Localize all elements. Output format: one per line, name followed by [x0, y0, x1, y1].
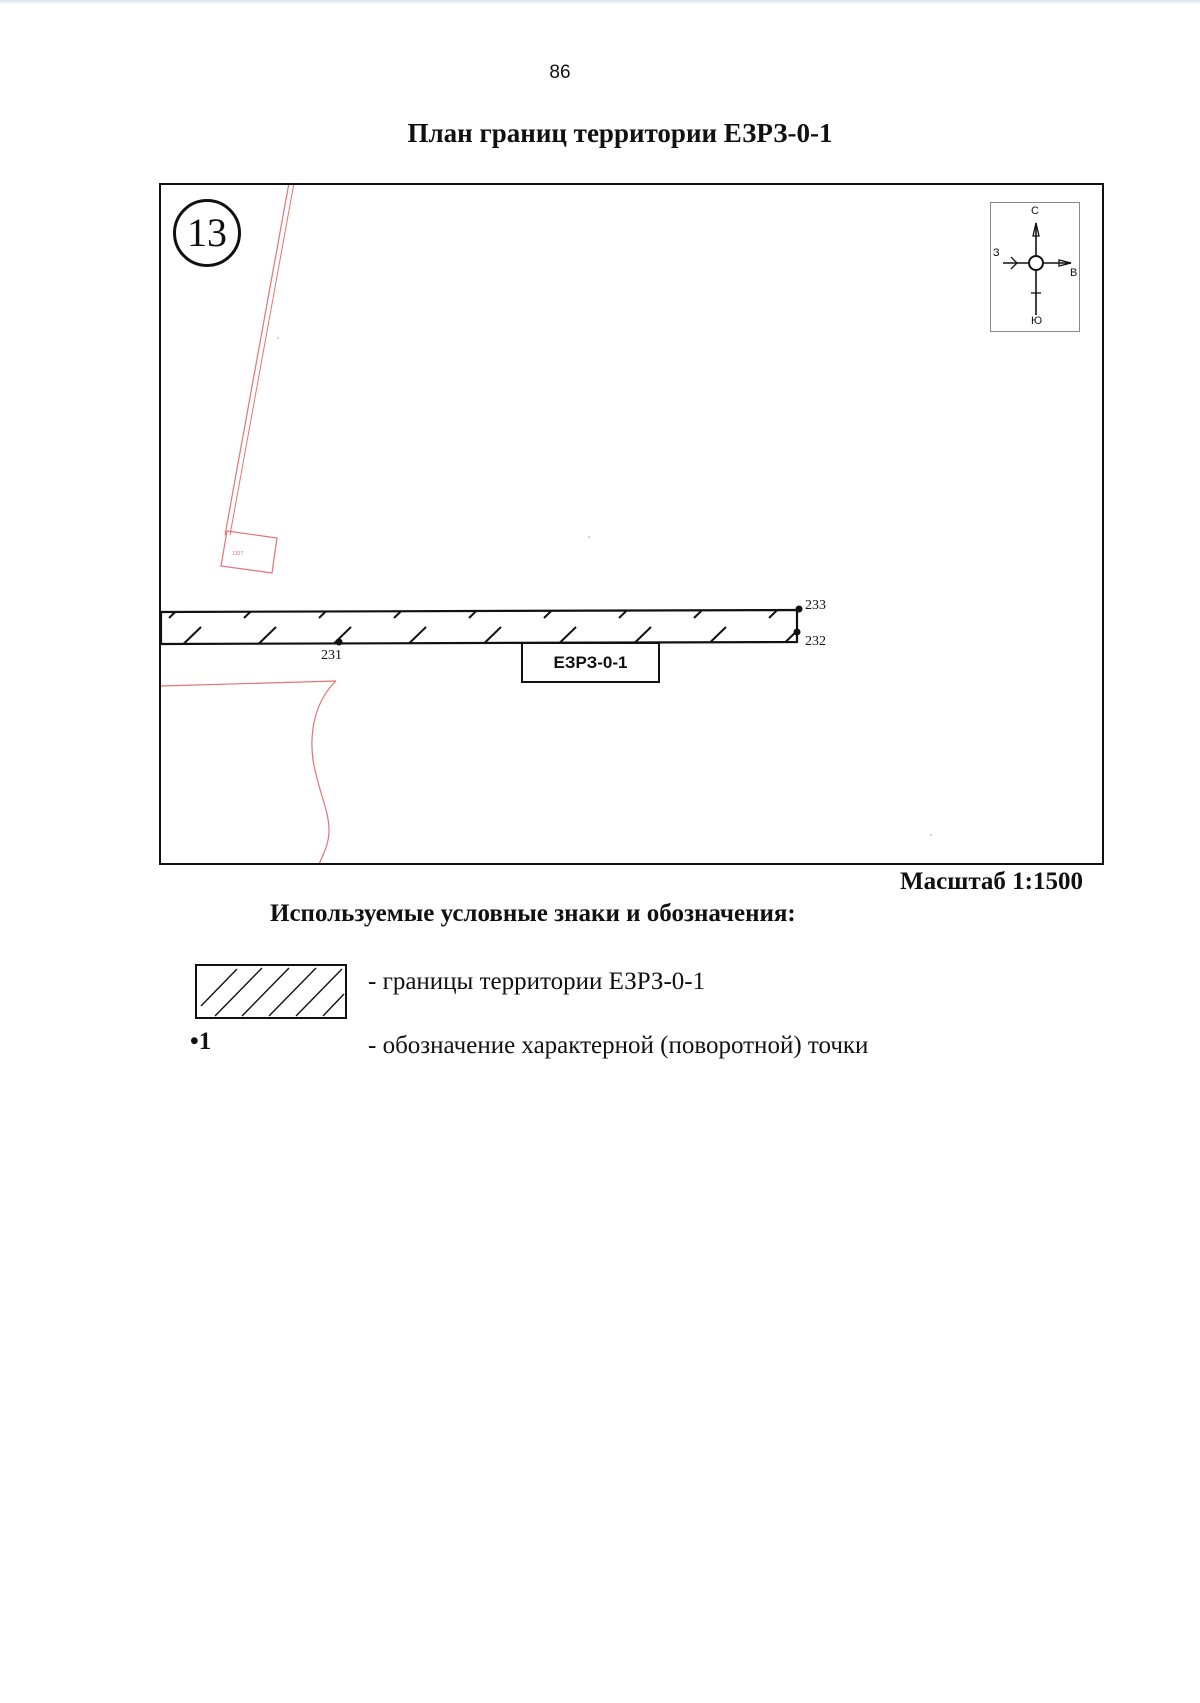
point-232-marker	[794, 629, 801, 636]
legend-point-symbol: •1	[190, 1028, 212, 1055]
compass-west-label: З	[993, 247, 1000, 259]
map-canvas	[161, 185, 1104, 865]
map-scale: Масштаб 1:1500	[900, 868, 1083, 895]
point-232-label: 232	[805, 634, 826, 649]
scan-top-edge	[0, 0, 1200, 5]
cadastral-line	[161, 681, 336, 686]
zone-label: ЕЗРЗ-0-1	[521, 642, 660, 683]
sheet-number: 13	[173, 199, 241, 267]
legend-boundary-text: - границы территории ЕЗРЗ-0-1	[368, 968, 706, 995]
scan-speck	[588, 536, 590, 538]
cadastral-line	[312, 681, 336, 865]
cadastral-parcel	[221, 531, 277, 573]
legend-title: Используемые условные знаки и обозначения:	[270, 900, 796, 927]
compass-rose-icon	[991, 203, 1081, 333]
point-233-marker	[796, 606, 803, 613]
scan-speck	[930, 834, 932, 836]
point-231-label: 231	[321, 648, 342, 663]
legend-point-text: - обозначение характерной (поворотной) точки	[368, 1032, 869, 1059]
hatched-rectangle-icon	[195, 964, 347, 1019]
scan-speck	[277, 337, 279, 339]
compass-east-label: В	[1070, 267, 1078, 279]
map-frame	[159, 183, 1104, 865]
point-233-label: 233	[805, 598, 826, 613]
compass-north-label: С	[1031, 205, 1039, 217]
north-arrow	[990, 202, 1080, 332]
page-number: 86	[549, 62, 571, 83]
point-231-marker	[336, 639, 343, 646]
page-title: План границ территории ЕЗРЗ-0-1	[407, 118, 833, 148]
compass-south-label: Ю	[1031, 315, 1043, 327]
territory-boundary	[161, 610, 797, 644]
parcel-label: 1307	[232, 551, 244, 557]
